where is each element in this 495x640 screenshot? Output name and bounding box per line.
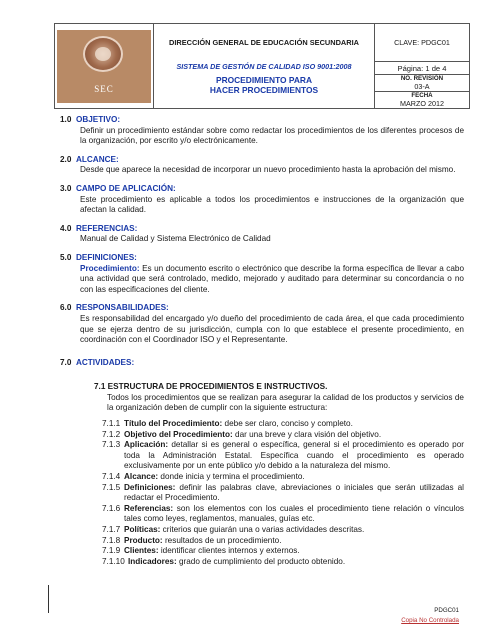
list-item: 7.1.9 Clientes: identificar clientes internos y externos. (102, 546, 300, 556)
list-item: 7.1.3 Aplicación: detallar si es general o específica, general si el procedimiento es operado por toda la Administración Estatal. Específica cuando el procedimiento es operado exclusivamente por un ente público y/o debido a la naturaleza del mismo. (102, 440, 464, 471)
margin-change-bar (48, 585, 49, 613)
subsection-estructura-title: 7.1 ESTRUCTURA DE PROCEDIMIENTOS E INSTRUCTIVOS. (94, 382, 328, 392)
clave-cell: CLAVE: PDGC01 (375, 24, 470, 62)
section-referencias-text: Manual de Calidad y Sistema Electrónico de Calidad (80, 234, 271, 244)
date-label: FECHA (411, 92, 433, 99)
section-responsabilidades-text: Es responsabilidad del encargado y/o dueño del procedimiento de cada área, el que cada procedimiento que se ejerza dentro de su jurisdicción, cumpla con lo que establece el presente procedimiento, en coordinación con el Coordinador ISO y el Representante. (80, 313, 464, 345)
procedure-title-line2: HACER PROCEDIMIENTOS (209, 84, 319, 95)
date-value: MARZO 2012 (400, 99, 444, 108)
section-campo-title: 3.0 CAMPO DE APLICACIÓN: (60, 183, 176, 193)
revision-cell (375, 75, 470, 92)
section-definiciones-title: 5.0 DEFINICIONES: (60, 252, 137, 262)
list-item: 7.1.7 Políticas: criterios que guiarán una o varias actividades descritas. (102, 525, 365, 534)
page-number: Página: 1 de 4 (375, 62, 470, 75)
date-cell (375, 92, 470, 109)
section-responsabilidades-title: 6.0 RESPONSABILIDADES: (60, 303, 169, 313)
section-definiciones-text: Procedimiento: Es un documento escrito o electrónico que describe la forma específica de llevar a cabo una actividad que será controlado, medido, mejorado y auditado para determinar su concordancia o no con las especificaciones del cliente. (80, 263, 464, 294)
system-title-cell (154, 62, 375, 109)
footer-code: PDGC01 (434, 607, 459, 614)
section-alcance-text: Desde que aparece la necesidad de incorporar un nuevo procedimiento hasta la aprobación del mismo. (80, 165, 456, 175)
section-referencias-title: 4.0 REFERENCIAS: (60, 223, 138, 233)
procedure-title-line1: PROCEDIMIENTO PARA (215, 74, 312, 85)
document-header (54, 23, 470, 109)
list-item: 7.1.8 Producto: resultados de un procedimiento. (102, 535, 282, 545)
uncontrolled-copy-link[interactable]: Copia No Controlada (401, 617, 459, 624)
structure-list (72, 419, 464, 567)
list-item: 7.1.1 Título del Procedimiento: debe ser claro, conciso y completo. (102, 419, 353, 429)
document-body (60, 115, 464, 567)
revision-value: 03-A (414, 82, 430, 91)
revision-label: NO. REVISIÓN (400, 75, 444, 82)
seal-icon (83, 36, 123, 72)
section-objetivo-text: Definir un procedimiento estándar sobre como redactar los procedimientos de los diferentes procesos de la organización, por escrito y/o electrónicamente. (80, 125, 464, 146)
institution-title: DIRECCIÓN GENERAL DE EDUCACIÓN SECUNDARIA (169, 38, 359, 48)
system-title: SISTEMA DE GESTIÓN DE CALIDAD ISO 9001:2008 (176, 61, 352, 71)
list-item: 7.1.5 Definiciones: definir las palabras clave, abreviaciones o iniciales que serán utilizadas al redactar el Procedimiento. (102, 482, 464, 503)
section-objetivo-title: 1.0 OBJETIVO: (60, 115, 121, 124)
header-title (154, 24, 375, 62)
section-campo-text: Este procedimiento es aplicable a todos los procedimientos e instrucciones de la organización que afectan la calidad. (80, 194, 464, 215)
subsection-estructura-text: Todos los procedimientos que se realizan para asegurar la calidad de los productos y servicios de la organización deben de cumplir con la siguiente estructura: (107, 392, 464, 413)
logo-cell (55, 24, 154, 109)
list-item: 7.1.6 Referencias: son los elementos con los cuales el procedimiento tiene relación o vínculos tales como leyes, reglamentos, manuales, guías etc. (102, 503, 464, 524)
sec-logo (57, 30, 151, 103)
section-alcance-title: 2.0 ALCANCE: (60, 154, 119, 164)
list-item: 7.1.2 Objetivo del Procedimiento: dar una breve y clara visión del objetivo. (102, 429, 382, 439)
definition-term: Procedimiento: (80, 263, 140, 273)
list-item: 7.1.4 Alcance: donde inicia y termina el procedimiento. (102, 472, 305, 482)
logo-text: SEC (94, 83, 114, 94)
section-actividades-title: 7.0 ACTIVIDADES: (60, 357, 135, 367)
list-item: 7.1.10 Indicadores: grado de cumplimiento del producto obtenido. (102, 556, 346, 566)
